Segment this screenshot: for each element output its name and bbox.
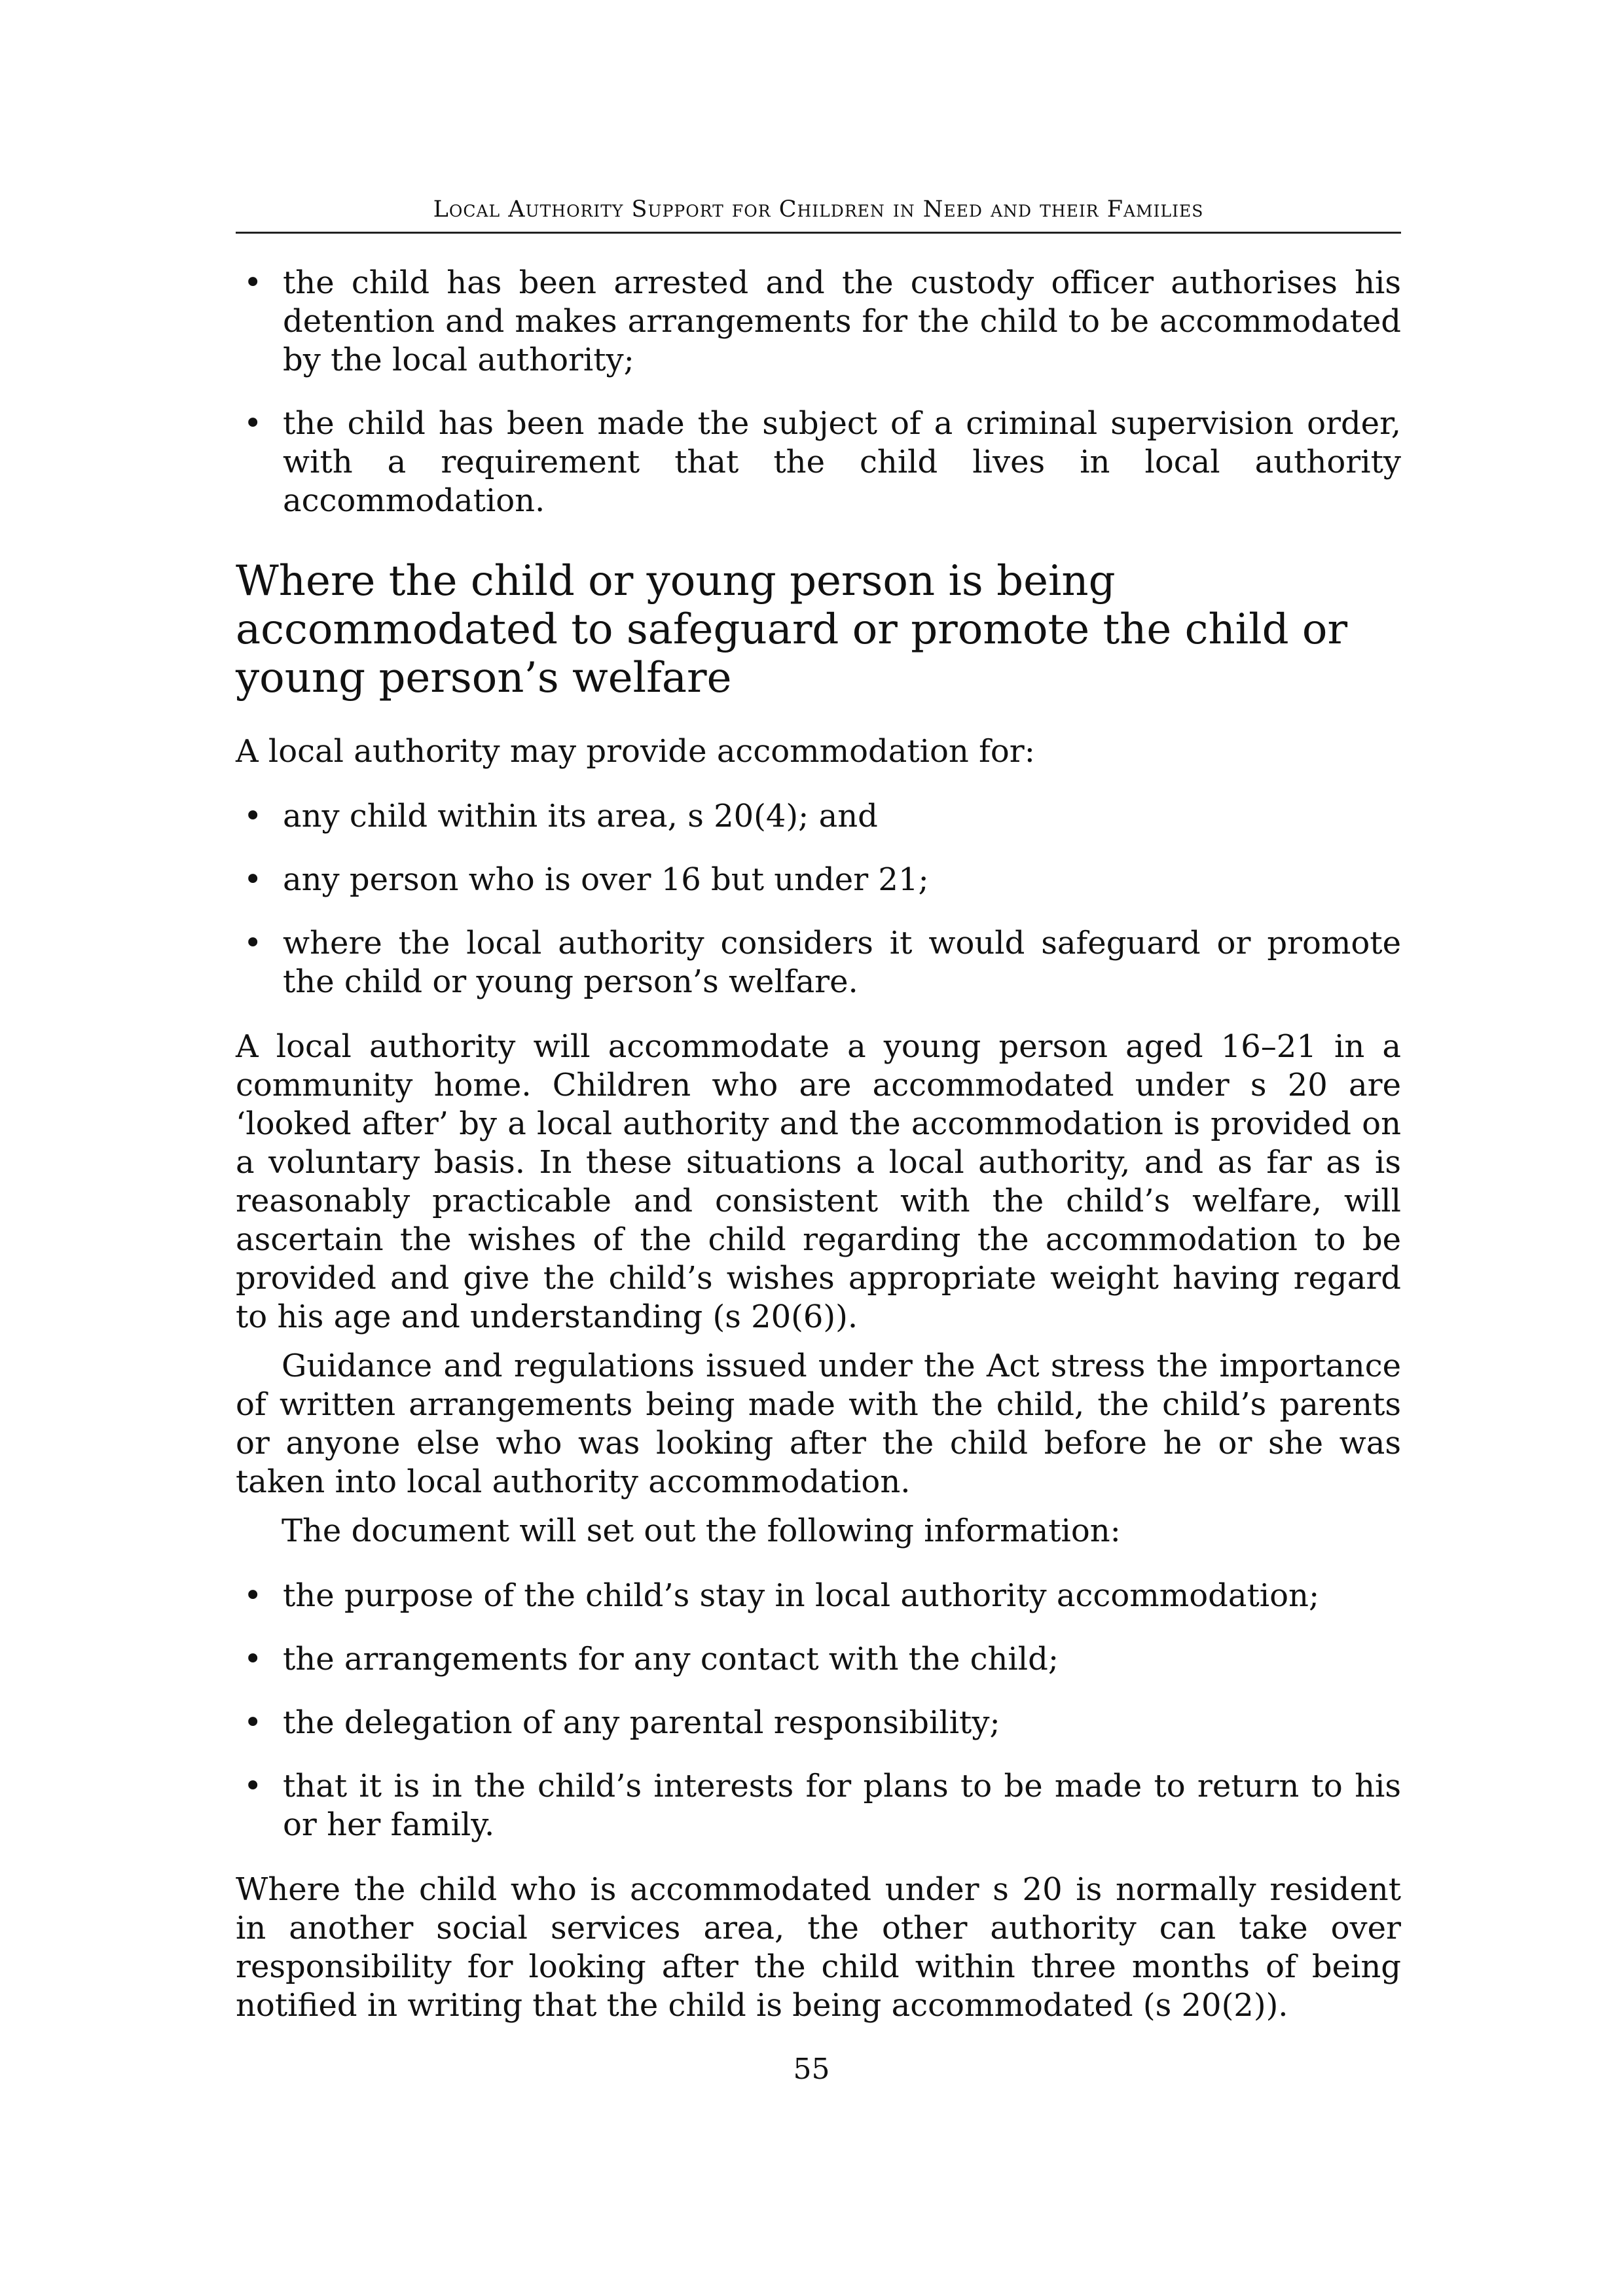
list-item: [236, 1577, 1401, 1615]
list-item-text: any person who is over 16 but under 21;: [283, 861, 929, 898]
page-content: [236, 196, 1401, 2036]
intro-paragraph: A local authority may provide accommodation for:: [236, 733, 1035, 770]
bullet-icon: •: [244, 925, 263, 961]
bullet-list-document: [236, 1577, 1401, 1844]
list-item-text: the child has been made the subject of a criminal supervision order, with a requirement that the child lives in local authority accommodation.: [283, 405, 1401, 519]
list-item-text: the delegation of any parental responsibility;: [283, 1704, 1000, 1741]
bullet-icon: •: [244, 264, 263, 301]
bullet-icon: •: [244, 1768, 263, 1804]
page-number: 55: [793, 2053, 830, 2086]
bullet-list-top: [236, 264, 1401, 520]
list-item-text: that it is in the child’s interests for plans to be made to return to his or her family.: [283, 1768, 1401, 1843]
bullet-icon: •: [244, 1641, 263, 1677]
list-item: [236, 797, 1401, 836]
list-item-text: the arrangements for any contact with the child;: [283, 1641, 1059, 1677]
document-paragraph: The document will set out the following information:: [282, 1513, 1121, 1549]
bullet-icon: •: [244, 1704, 263, 1741]
final-paragraph: Where the child who is accommodated under s 20 is normally resident in another social services area, the other authority can take over responsibility for looking after the child within three months of being notified in writing that the child is being accommodated (s 20(2)).: [236, 1871, 1401, 2024]
bullet-icon: •: [244, 861, 263, 898]
bullet-icon: •: [244, 1577, 263, 1614]
bullet-list-provide: [236, 797, 1401, 1001]
list-item: [236, 924, 1401, 1001]
list-item: [236, 1640, 1401, 1679]
list-item-text: any child within its area, s 20(4); and: [283, 798, 878, 834]
section-heading: Where the child or young person is being accommodated to safeguard or promote the child or young person’s welfare: [236, 557, 1348, 702]
list-item-text: the child has been arrested and the custody officer authorises his detention and makes arrangements for the child to be accommodated by the local authority;: [283, 264, 1401, 378]
guidance-paragraph: Guidance and regulations issued under the Act stress the importance of written arrangements being made with the child, the child’s parents or anyone else who was looking after the child before he or she was taken into local authority accommodation.: [236, 1348, 1401, 1500]
running-head: Local Authority Support for Children in Need and their Families: [236, 196, 1401, 234]
accommodation-paragraph: A local authority will accommodate a young person aged 16–21 in a community home. Children who are accommodated under s 20 are ‘looked after’ by a local authority and the accommodation is provided on a voluntary basis. In these situations a local authority, and as far as is reasonably practicable and consistent with the child’s welfare, will ascertain the wishes of the child regarding the accommodation to be provided and give the child’s wishes appropriate weight having regard to his age and understanding (s 20(6)).: [236, 1028, 1401, 1335]
bullet-icon: •: [244, 405, 263, 442]
list-item: [236, 404, 1401, 520]
list-item-text: where the local authority considers it would safeguard or promote the child or young person’s welfare.: [283, 925, 1401, 1000]
list-item: [236, 861, 1401, 899]
list-item: [236, 264, 1401, 380]
list-item-text: the purpose of the child’s stay in local authority accommodation;: [283, 1577, 1320, 1614]
list-item: [236, 1704, 1401, 1742]
bullet-icon: •: [244, 798, 263, 834]
list-item: [236, 1767, 1401, 1844]
